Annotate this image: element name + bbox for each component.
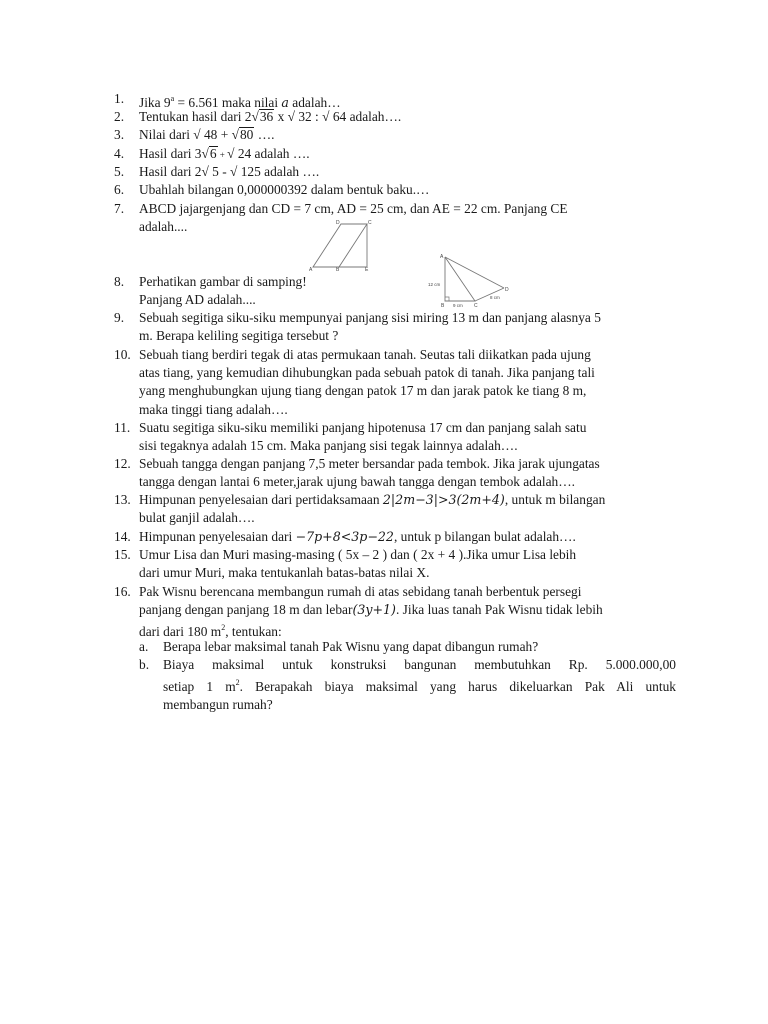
triangle-figure [424, 250, 524, 310]
right-angle-mark [445, 297, 449, 301]
q1-variable: a [281, 95, 289, 110]
question-10 [114, 346, 676, 419]
label-e: E [365, 267, 369, 272]
question-16 [114, 583, 676, 642]
q2-text-pre: Tentukan hasil dari 2 [139, 109, 252, 124]
q10-line-3: yang menghubungkan ujung tiang dengan patok 17 m dan jarak patok ke tiang 8 m, [139, 383, 587, 399]
label-a: A [440, 254, 444, 260]
q4-text-post: √ 24 adalah …. [227, 146, 310, 161]
line-ad [445, 257, 504, 288]
question-number: 4. [114, 146, 125, 161]
question-4 [114, 145, 676, 164]
q11-line-2: sisi tegaknya adalah 15 cm. Maka panjang sisi tegak lainnya adalah…. [139, 438, 518, 454]
q4-text-pre: Hasil dari 3 [139, 146, 202, 161]
q12-line-2: tangga dengan lantai 6 meter,jarak ujung bawah tangga dengan tembok adalah…. [139, 474, 575, 490]
q15-line-1: Umur Lisa dan Muri masing-masing ( 5x – 2 ) dan ( 2x + 4 ).Jika umur Lisa lebih [139, 547, 577, 562]
q16-line-3-pre: dari dari 180 m [139, 624, 222, 640]
question-number: 9. [114, 310, 125, 325]
label-d: D [505, 287, 509, 293]
q13-inequality: 2|2m−3|>3(2m+4) [382, 492, 505, 507]
question-2 [114, 108, 676, 126]
question-3 [114, 126, 676, 144]
q16a-text: Berapa lebar maksimal tanah Pak Wisnu yang dapat dibangun rumah? [163, 639, 539, 654]
question-11 [114, 419, 676, 455]
q9-line-1: Sebuah segitiga siku-siku mempunyai panjang sisi miring 13 m dan panjang alasnya 5 [139, 310, 601, 325]
q1-exponent: a [170, 94, 175, 103]
q11-line-1: Suatu segitiga siku-siku memiliki panjang hipotenusa 17 cm dan panjang salah satu [139, 420, 587, 435]
q3-radicand: 80 [239, 127, 254, 142]
q2-text-post: x √ 32 : √ 64 adalah…. [274, 109, 402, 124]
q16b-line-3: membangun rumah? [163, 697, 273, 713]
question-number: 8. [114, 274, 125, 289]
question-14 [114, 528, 676, 546]
question-number: 2. [114, 109, 125, 124]
q14-text-pre: Himpunan penyelesaian dari [139, 529, 296, 544]
label-d: D [336, 220, 340, 226]
q16-line-3-post: , tentukan: [225, 624, 282, 640]
parallelogram-figure [305, 218, 375, 272]
question-12 [114, 455, 676, 491]
question-number: 1. [114, 91, 125, 106]
question-16a [139, 638, 676, 656]
q15-line-2: dari umur Muri, maka tentukanlah batas-batas nilai X. [139, 565, 430, 581]
q5-text: Hasil dari 2√ 5 - √ 125 adalah …. [139, 164, 320, 179]
q16b-line-2-sup: 2 [235, 678, 240, 688]
q4-plus: + [217, 150, 228, 160]
label-b: B [336, 267, 340, 272]
q16-width-expression: (3y+1) [352, 602, 396, 618]
parallelogram-shape [313, 224, 367, 267]
question-number: 13. [114, 492, 131, 507]
length-cd: 8 cm [490, 295, 500, 300]
q13-text-post: , untuk m bilangan [504, 492, 606, 507]
q14-inequality: −7p+8<3p−22 [295, 529, 394, 544]
q16b-line-1: Biaya maksimal untuk konstruksi bangunan membutuhkan Rp. 5.000.000,00 [163, 657, 676, 672]
q1-text-pre: Jika 9 [139, 95, 171, 110]
q13-text-pre: Himpunan penyelesaian dari pertidaksamaan [139, 492, 383, 507]
question-number: 7. [114, 201, 125, 216]
question-number: 10. [114, 347, 131, 362]
label-b: B [441, 303, 445, 309]
radical-sign: √ [251, 109, 259, 124]
label-c: C [474, 303, 478, 309]
q16-line-2-pre: panjang dengan panjang 18 m dan lebar [139, 602, 353, 618]
q7-line-2: adalah.... [139, 219, 188, 235]
triangle-abc [445, 257, 475, 301]
q4-radicand: 6 [209, 146, 217, 161]
question-number: 14. [114, 529, 131, 544]
question-number: 5. [114, 164, 125, 179]
label-a: A [309, 267, 313, 272]
q12-line-1: Sebuah tangga dengan panjang 7,5 meter bersandar pada tembok. Jika jarak ujungatas [139, 456, 600, 471]
question-9 [114, 309, 676, 345]
question-number: 3. [114, 127, 125, 142]
q1-text-post: adalah… [288, 95, 341, 110]
question-number: 16. [114, 584, 131, 599]
q8-line-1: Perhatikan gambar di samping! [139, 274, 307, 289]
q16-line-1: Pak Wisnu berencana membangun rumah di atas sebidang tanah berbentuk persegi [139, 584, 582, 599]
q7-line-1: ABCD jajargenjang dan CD = 7 cm, AD = 25 cm, dan AE = 22 cm. Panjang CE [139, 201, 568, 216]
q16b-line-2-post: . Berapakah biaya maksimal yang harus dikeluarkan Pak Ali untuk [239, 679, 676, 695]
question-number: 11. [114, 420, 131, 435]
length-bc: 9 cm [453, 303, 463, 308]
question-13 [114, 491, 676, 527]
radical-sign: √ [231, 127, 239, 142]
radical-sign: √ [201, 146, 209, 161]
sub-question-letter: a. [139, 639, 149, 654]
q3-text-pre: Nilai dari √ 48 + [139, 127, 232, 142]
q14-text-post: , untuk p bilangan bulat adalah…. [393, 529, 576, 544]
q9-line-2: m. Berapa keliling segitiga tersebut ? [139, 328, 339, 344]
q10-line-2: atas tiang, yang kemudian dihubungkan pada sebuah patok di tanah. Jika panjang tali [139, 365, 595, 381]
question-15 [114, 546, 676, 582]
q16-line-3-sup: 2 [221, 623, 226, 633]
q8-line-2: Panjang AD adalah.... [139, 292, 256, 308]
question-7 [114, 200, 676, 236]
question-number: 15. [114, 547, 131, 562]
length-ab: 12 cm [428, 282, 441, 287]
q16b-line-2-pre: setiap 1 m [163, 679, 236, 695]
q1-text-mid: = 6.561 maka nilai [174, 95, 282, 110]
q13-line-2: bulat ganjil adalah…. [139, 510, 255, 526]
question-number: 12. [114, 456, 131, 471]
question-8 [114, 273, 676, 309]
sub-question-letter: b. [139, 657, 150, 672]
q6-text: Ubahlah bilangan 0,000000392 dalam bentuk baku.… [139, 182, 430, 197]
question-6 [114, 181, 676, 199]
label-c: C [368, 220, 372, 226]
q10-line-4: maka tinggi tiang adalah…. [139, 401, 288, 417]
q2-radicand: 36 [259, 109, 274, 124]
q16-line-2-post: . Jika luas tanah Pak Wisnu tidak lebih [395, 602, 603, 618]
q10-line-1: Sebuah tiang berdiri tegak di atas permukaan tanah. Seutas tali diikatkan pada ujung [139, 347, 591, 362]
question-16b [139, 656, 676, 715]
question-number: 6. [114, 182, 125, 197]
question-5 [114, 163, 676, 181]
q3-text-post: …. [254, 127, 275, 142]
